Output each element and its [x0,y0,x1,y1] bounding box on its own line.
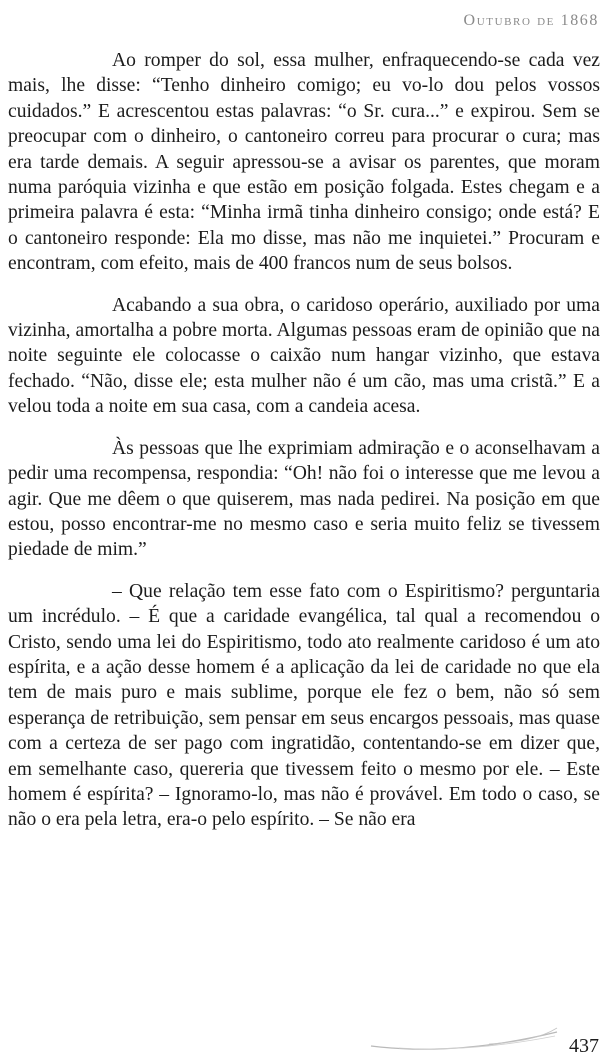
running-header: Outubro de 1868 [463,12,599,29]
folio-swash-ornament [369,1022,559,1052]
paragraph-2: Acabando a sua obra, o caridoso operário, auxiliado por uma vizinha, amortalha a pobre morta. Algumas pessoas eram de opinião que na noite seguinte ele colocasse o caixão num hangar vizinho, que estava fechado. “Não, disse ele; esta mulher não é um cão, mas uma cristã.” E a velou toda a noite em sua casa, com a candeia acesa. [8,294,600,418]
paragraph-1: Ao romper do sol, essa mulher, enfraquecendo-se cada vez mais, lhe disse: “Tenho dinheiro comigo; eu vo-lo dou pelos vossos cuidados.” E acrescentou estas palavras: “o Sr. cura...” e expirou. Sem se preocupar com o dinheiro, o cantoneiro correu para procurar o cura; mas era tarde demais. A seguir apressou-se a avisar os parentes, que moram numa paróquia vizinha e que estão em posição folgada. Estes chegam e a primeira palavra é esta: “Minha irmã tinha dinheiro consigo; onde está? E o cantoneiro responde: Ela mo disse, mas não me inquietei.” Procuram e encontram, com efeito, mais de 400 francos num de seus bolsos. [8,50,600,275]
paragraph-4: – Que relação tem esse fato com o Espiritismo? perguntaria um incrédulo. – É que a caridade evangélica, tal qual a recomendou o Cristo, sendo uma lei do Espiritismo, todo ato realmente caridoso é um ato espírita, e a ação desse homem é a aplicação da lei de caridade no que ela tem de mais puro e mais sublime, porque ele fez o bem, não só sem esperança de retribuição, sem pensar em seus encargos pessoais, mas quase com a certeza de ser pago com ingratidão, contentando-se em dizer que, em semelhante caso, quereria que tivessem feito o mesmo por ele. – Este homem é espírita? – Ignoramo-lo, mas não é provável. Em todo o caso, se não o era pela letra, era-o pelo espírito. – Se não era [8,580,600,831]
page-number: 437 [569,1035,599,1057]
body-text [8,48,600,833]
paragraph-3: Às pessoas que lhe exprimiam admiração e o aconselhavam a pedir uma recompensa, respondia: “Oh! não foi o interesse que me levou a agir. Que me dêem o que quiserem, mas nada pedirei. Na posição em que estou, posso encontrar-me no mesmo caso e seria muito feliz se tivessem piedade de mim.” [8,437,600,561]
